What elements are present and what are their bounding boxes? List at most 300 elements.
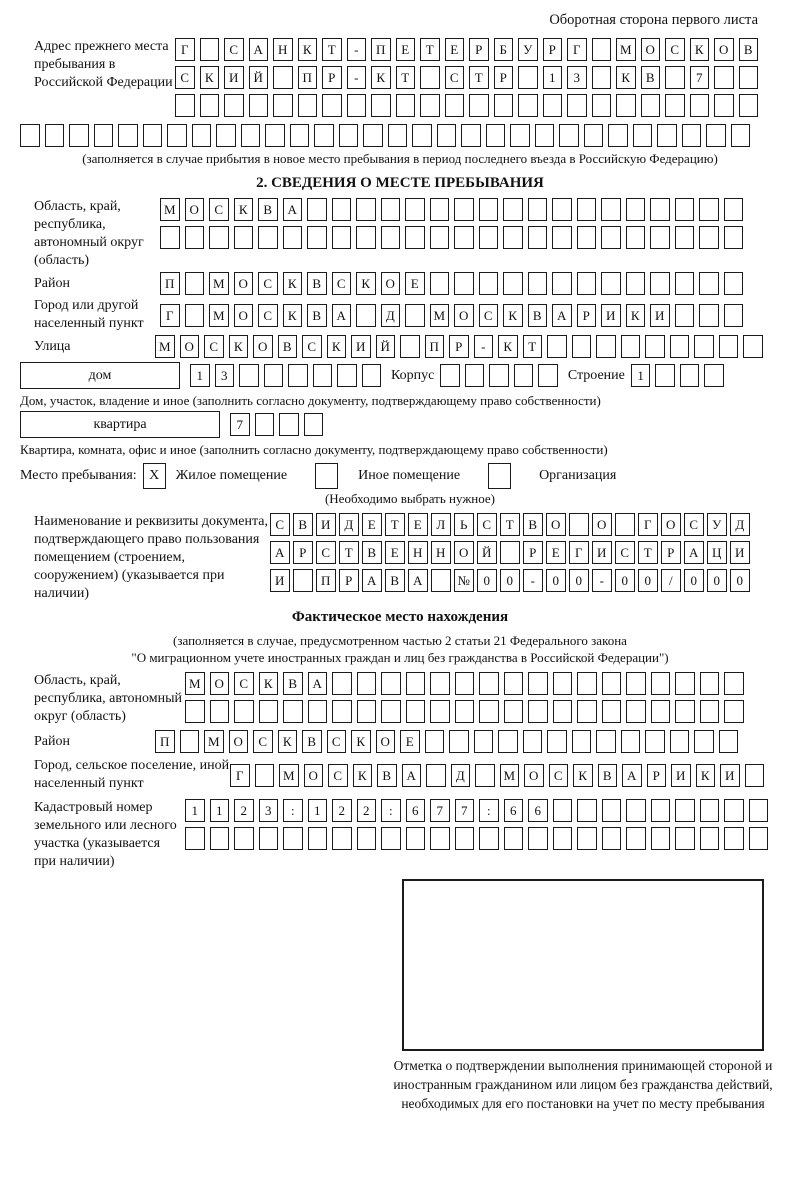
char-cell: - [347, 38, 367, 61]
stroenie-row [631, 364, 724, 387]
char-cell [528, 672, 548, 695]
char-cell: 6 [528, 799, 548, 822]
char-cell [602, 799, 622, 822]
char-cell: В [641, 66, 661, 89]
city-label: Город или другой населенный пункт [34, 298, 144, 331]
char-cell [425, 730, 445, 753]
char-cell [486, 124, 506, 147]
char-cell [381, 672, 401, 695]
char-cell [405, 198, 425, 221]
char-cell [651, 799, 671, 822]
char-cell [347, 94, 367, 117]
char-cell [356, 198, 376, 221]
actual-location-note2: "О миграционном учете иностранных граждан и лиц без гражданства в Российской Федерации") [131, 650, 669, 665]
char-cell: К [503, 304, 523, 327]
char-cell: С [258, 272, 278, 295]
char-cell: С [175, 66, 195, 89]
korpus-label: Корпус [391, 368, 435, 383]
char-cell: И [316, 513, 336, 536]
option-residential-label: Жилое помещение [175, 468, 288, 483]
char-cell: Р [543, 38, 563, 61]
char-cell [552, 272, 572, 295]
char-cell: : [381, 799, 401, 822]
char-cell [572, 335, 592, 358]
char-cell: К [356, 272, 376, 295]
char-cell [577, 272, 597, 295]
char-cell [283, 827, 303, 850]
char-cell [406, 700, 426, 723]
char-cell: О [592, 513, 612, 536]
char-cell [724, 700, 744, 723]
fact-oblast-block [20, 672, 780, 728]
char-cell [655, 364, 675, 387]
char-cell: Н [431, 541, 451, 564]
char-cell [479, 672, 499, 695]
char-cell: М [209, 304, 229, 327]
option-other-premises-label: Иное помещение [358, 468, 461, 483]
char-cell: М [185, 672, 205, 695]
char-cell [210, 827, 230, 850]
char-cell [621, 335, 641, 358]
char-cell [602, 700, 622, 723]
city-block [20, 297, 780, 333]
char-cell [94, 124, 114, 147]
char-cell [332, 700, 352, 723]
char-cell: Т [420, 38, 440, 61]
char-cell: В [523, 513, 543, 536]
rayon-block [20, 272, 780, 295]
char-cell: К [278, 730, 298, 753]
char-cell [670, 730, 690, 753]
char-cell: Р [577, 304, 597, 327]
fact-oblast-label: Область, край, республика, автономный округ (область) [34, 673, 183, 724]
char-cell [357, 700, 377, 723]
korpus-row [440, 364, 558, 387]
char-cell [304, 413, 324, 436]
char-cell [518, 94, 538, 117]
char-cell [699, 272, 719, 295]
char-cell: П [316, 569, 336, 592]
char-cell [602, 672, 622, 695]
char-cell: Й [376, 335, 396, 358]
char-cell [356, 304, 376, 327]
char-cell [307, 198, 327, 221]
char-cell: 0 [615, 569, 635, 592]
char-cell: : [479, 799, 499, 822]
char-cell: О [381, 272, 401, 295]
char-cell [670, 335, 690, 358]
char-cell: К [498, 335, 518, 358]
char-cell [234, 226, 254, 249]
char-cell: К [573, 764, 593, 787]
char-cell: Б [494, 38, 514, 61]
char-cell [504, 700, 524, 723]
char-cell: 2 [357, 799, 377, 822]
oblast-row2 [160, 226, 743, 249]
document-row2 [270, 541, 750, 564]
char-cell: Р [494, 66, 514, 89]
char-cell [259, 827, 279, 850]
char-cell: Р [449, 335, 469, 358]
char-cell: Т [500, 513, 520, 536]
char-cell [322, 94, 342, 117]
oblast-row1 [160, 198, 743, 221]
apartment-row [230, 413, 323, 436]
char-cell [651, 672, 671, 695]
char-cell [724, 304, 744, 327]
char-cell [118, 124, 138, 147]
char-cell [234, 700, 254, 723]
char-cell [479, 198, 499, 221]
char-cell: С [327, 730, 347, 753]
char-cell [381, 198, 401, 221]
char-cell [510, 124, 530, 147]
char-cell [500, 541, 520, 564]
char-cell: А [684, 541, 704, 564]
char-cell: Й [477, 541, 497, 564]
checkbox-residential: X [143, 463, 166, 489]
char-cell: И [601, 304, 621, 327]
char-cell [431, 569, 451, 592]
char-cell: С [302, 335, 322, 358]
char-cell [255, 764, 275, 787]
char-cell: Р [647, 764, 667, 787]
form-page [20, 0, 780, 1113]
char-cell: К [690, 38, 710, 61]
char-cell: К [351, 730, 371, 753]
char-cell: - [347, 66, 367, 89]
char-cell [514, 364, 534, 387]
char-cell [479, 827, 499, 850]
char-cell [381, 700, 401, 723]
char-cell [332, 672, 352, 695]
stay-place-block [20, 463, 780, 489]
char-cell: В [283, 672, 303, 695]
char-cell: О [454, 304, 474, 327]
char-cell [283, 700, 303, 723]
char-cell [363, 124, 383, 147]
char-cell [731, 124, 751, 147]
char-cell: 0 [477, 569, 497, 592]
char-cell: Г [230, 764, 250, 787]
char-cell [465, 364, 485, 387]
char-cell [626, 672, 646, 695]
char-cell: И [730, 541, 750, 564]
char-cell: В [385, 569, 405, 592]
char-cell: С [258, 304, 278, 327]
char-cell [714, 66, 734, 89]
char-cell: К [371, 66, 391, 89]
char-cell: Р [293, 541, 313, 564]
char-cell [739, 66, 759, 89]
char-cell [719, 730, 739, 753]
char-cell [503, 226, 523, 249]
char-cell [396, 94, 416, 117]
char-cell [657, 124, 677, 147]
char-cell: 0 [638, 569, 658, 592]
char-cell: Е [445, 38, 465, 61]
char-cell: : [283, 799, 303, 822]
char-cell: А [362, 569, 382, 592]
kadastr-block [20, 799, 780, 871]
char-cell [577, 672, 597, 695]
char-cell: 3 [259, 799, 279, 822]
char-cell [651, 700, 671, 723]
char-cell: В [377, 764, 397, 787]
char-cell [454, 272, 474, 295]
char-cell: Д [730, 513, 750, 536]
char-cell: Е [405, 272, 425, 295]
char-cell: К [327, 335, 347, 358]
char-cell: 7 [690, 66, 710, 89]
char-cell [559, 124, 579, 147]
char-cell: Т [322, 38, 342, 61]
char-cell: И [650, 304, 670, 327]
fact-city-label: Город, сельское поселение, иной населенный пункт [34, 758, 230, 791]
char-cell [185, 226, 205, 249]
char-cell: А [308, 672, 328, 695]
char-cell [420, 66, 440, 89]
char-cell: Д [381, 304, 401, 327]
char-cell [616, 94, 636, 117]
char-cell: В [293, 513, 313, 536]
char-cell: О [234, 272, 254, 295]
char-cell: У [707, 513, 727, 536]
section2-title: 2. СВЕДЕНИЯ О МЕСТЕ ПРЕБЫВАНИЯ [256, 175, 544, 191]
char-cell: Т [523, 335, 543, 358]
char-cell: К [298, 38, 318, 61]
char-cell: 0 [569, 569, 589, 592]
char-cell: О [661, 513, 681, 536]
apartment-box-label: квартира [20, 411, 220, 438]
prev-address-block [20, 38, 780, 122]
char-cell [234, 827, 254, 850]
char-cell [239, 364, 259, 387]
char-cell: С [477, 513, 497, 536]
street-block [20, 335, 780, 358]
char-cell: В [307, 304, 327, 327]
apartment-block [20, 411, 780, 438]
rayon-row [160, 272, 743, 295]
char-cell [332, 226, 352, 249]
char-cell: А [622, 764, 642, 787]
char-cell [430, 700, 450, 723]
oblast-label: Область, край, республика, автономный округ (область) [34, 199, 144, 268]
char-cell [650, 198, 670, 221]
char-cell [543, 94, 563, 117]
char-cell: И [671, 764, 691, 787]
char-cell: Е [546, 541, 566, 564]
char-cell: О [185, 198, 205, 221]
char-cell [332, 198, 352, 221]
char-cell: Л [431, 513, 451, 536]
char-cell [479, 700, 499, 723]
char-cell [273, 66, 293, 89]
char-cell [475, 764, 495, 787]
char-cell: М [500, 764, 520, 787]
char-cell: 6 [406, 799, 426, 822]
char-cell: У [518, 38, 538, 61]
char-cell [455, 827, 475, 850]
char-cell: Ь [454, 513, 474, 536]
char-cell [552, 226, 572, 249]
char-cell [308, 700, 328, 723]
char-cell [626, 198, 646, 221]
char-cell [651, 827, 671, 850]
char-cell [592, 94, 612, 117]
char-cell [700, 827, 720, 850]
char-cell: Е [362, 513, 382, 536]
char-cell: Т [396, 66, 416, 89]
char-cell [641, 94, 661, 117]
char-cell [665, 66, 685, 89]
char-cell: 1 [190, 364, 210, 387]
char-cell [371, 94, 391, 117]
char-cell [528, 827, 548, 850]
char-cell [216, 124, 236, 147]
char-cell [494, 94, 514, 117]
char-cell [602, 827, 622, 850]
char-cell [596, 730, 616, 753]
char-cell: - [474, 335, 494, 358]
char-cell: К [259, 672, 279, 695]
char-cell [430, 272, 450, 295]
char-cell: С [479, 304, 499, 327]
char-cell: П [371, 38, 391, 61]
char-cell: 7 [455, 799, 475, 822]
char-cell: П [298, 66, 318, 89]
stamp-note: Отметка о подтверждении выполнения принимающей стороной и иностранным гражданином или лицом без гражданства действий, необходимых для его постановки на учет по месту пребывания [393, 1058, 773, 1111]
char-cell [528, 198, 548, 221]
char-cell: 1 [543, 66, 563, 89]
char-cell [626, 799, 646, 822]
char-cell [553, 672, 573, 695]
char-cell: 1 [210, 799, 230, 822]
char-cell [518, 66, 538, 89]
char-cell: С [253, 730, 273, 753]
char-cell: О [454, 541, 474, 564]
char-cell [445, 94, 465, 117]
char-cell: С [234, 672, 254, 695]
char-cell [307, 226, 327, 249]
char-cell: С [445, 66, 465, 89]
house-block [20, 362, 780, 389]
char-cell: К [626, 304, 646, 327]
char-cell [675, 304, 695, 327]
char-cell [665, 94, 685, 117]
document-label: Наименование и реквизиты документа, подтверждающего право пользования помещением (строением, сооружением) (указывается при наличии) [34, 514, 268, 601]
char-cell: А [408, 569, 428, 592]
char-cell [553, 827, 573, 850]
char-cell [293, 569, 313, 592]
house-number-row [190, 364, 381, 387]
char-cell: 2 [234, 799, 254, 822]
char-cell: О [210, 672, 230, 695]
char-cell [265, 124, 285, 147]
char-cell [430, 827, 450, 850]
char-cell: В [362, 541, 382, 564]
char-cell: - [523, 569, 543, 592]
char-cell [749, 799, 769, 822]
char-cell [479, 272, 499, 295]
char-cell: К [283, 304, 303, 327]
char-cell: С [684, 513, 704, 536]
rayon-label: Район [34, 275, 70, 291]
char-cell [455, 672, 475, 695]
char-cell [724, 272, 744, 295]
char-cell [675, 827, 695, 850]
char-cell: Г [567, 38, 587, 61]
char-cell: И [592, 541, 612, 564]
char-cell [167, 124, 187, 147]
char-cell: К [283, 272, 303, 295]
char-cell: В [258, 198, 278, 221]
char-cell: 0 [500, 569, 520, 592]
char-cell: Н [408, 541, 428, 564]
char-cell [626, 700, 646, 723]
document-rows [270, 513, 750, 597]
char-cell [241, 124, 261, 147]
char-cell [675, 700, 695, 723]
char-cell [461, 124, 481, 147]
option-organization-label: Организация [539, 468, 617, 483]
char-cell: С [549, 764, 569, 787]
char-cell [143, 124, 163, 147]
char-cell: В [598, 764, 618, 787]
char-cell: 0 [730, 569, 750, 592]
char-cell [454, 198, 474, 221]
char-cell: С [328, 764, 348, 787]
char-cell [538, 364, 558, 387]
kadastr-row2 [185, 827, 768, 850]
char-cell: Г [160, 304, 180, 327]
char-cell: О [253, 335, 273, 358]
char-cell [449, 730, 469, 753]
char-cell: О [546, 513, 566, 536]
char-cell [572, 730, 592, 753]
char-cell: М [209, 272, 229, 295]
char-cell: М [155, 335, 175, 358]
char-cell: Д [339, 513, 359, 536]
char-cell [714, 94, 734, 117]
char-cell [479, 226, 499, 249]
char-cell: М [204, 730, 224, 753]
char-cell [210, 700, 230, 723]
char-cell [577, 700, 597, 723]
prev-address-row1 [175, 38, 758, 61]
char-cell: Е [396, 38, 416, 61]
char-cell [547, 335, 567, 358]
char-cell: К [234, 198, 254, 221]
char-cell: К [353, 764, 373, 787]
char-cell: А [402, 764, 422, 787]
char-cell [523, 730, 543, 753]
char-cell [569, 513, 589, 536]
char-cell: 0 [684, 569, 704, 592]
char-cell [690, 94, 710, 117]
char-cell [405, 304, 425, 327]
char-cell: Й [249, 66, 269, 89]
char-cell [283, 226, 303, 249]
char-cell [412, 124, 432, 147]
char-cell [185, 700, 205, 723]
actual-location-note1: (заполняется в случае, предусмотренном частью 2 статьи 21 Федерального закона [173, 633, 627, 648]
char-cell [185, 304, 205, 327]
kadastr-row1 [185, 799, 768, 822]
fact-rayon-block [20, 730, 780, 753]
char-cell [430, 226, 450, 249]
char-cell [749, 827, 769, 850]
